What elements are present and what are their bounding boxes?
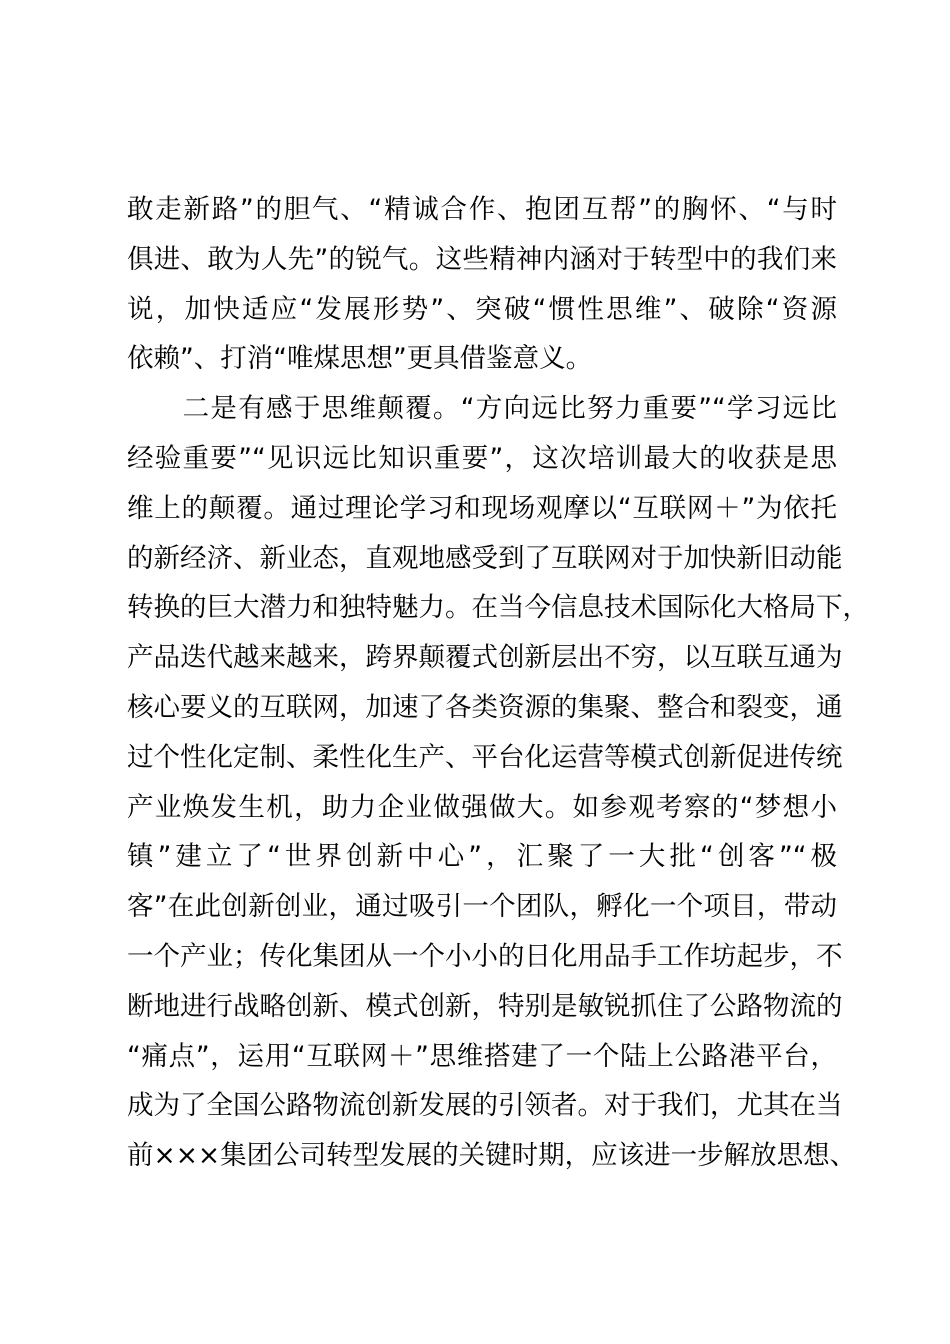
text-line-1: 敢走新路”的胆气、“精诚合作、抱团互帮”的胸怀、“与时 — [127, 194, 837, 225]
text-line-14: 镇”建立了“世界创新中心”，汇聚了一大批“创客”“极 — [127, 841, 837, 873]
text-line-4: 依赖”、打消“唯煤思想”更具借鉴意义。 — [127, 343, 593, 375]
text-line-12: 过个性化定制、柔性化生产、平台化运营等模式创新促进传统 — [127, 741, 843, 773]
text-line-18: “痛点”，运用“互联网＋”思维搭建了一个陆上公路港平台， — [127, 1040, 837, 1072]
text-line-16: 一个产业；传化集团从一个小小的日化用品手工作坊起步，不 — [127, 940, 843, 972]
text-line-15: 客”在此创新创业，通过吸引一个团队，孵化一个项目，带动 — [127, 891, 837, 923]
text-line-6: 经验重要”“见识远比知识重要”，这次培训最大的收获是思 — [127, 442, 837, 474]
text-line-10: 产品迭代越来越来，跨界颠覆式创新层出不穷，以互联互通为 — [127, 642, 843, 674]
text-line-2: 俱进、敢为人先”的锐气。这些精神内涵对于转型中的我们来 — [127, 243, 837, 275]
text-line-17: 断地进行战略创新、模式创新，特别是敏锐抓住了公路物流的 — [127, 990, 843, 1022]
text-line-20: 前×××集团公司转型发展的关键时期，应该进一步解放思想、 — [127, 1140, 857, 1172]
body-text — [127, 185, 869, 1181]
text-line-7: 维上的颠覆。通过理论学习和现场观摩以“互联网＋”为依托 — [127, 492, 837, 524]
text-line-9: 转换的巨大潜力和独特魅力。在当今信息技术国际化大格局下， — [127, 592, 869, 624]
text-line-13: 产业焕发生机，助力企业做强做大。如参观考察的“梦想小 — [127, 791, 837, 823]
text-line-19: 成为了全国公路物流创新发展的引领者。对于我们，尤其在当 — [127, 1090, 843, 1122]
text-line-5: 二是有感于思维颠覆。“方向远比努力重要”“学习远比 — [127, 393, 837, 425]
text-line-11: 核心要义的互联网，加速了各类资源的集聚、整合和裂变，通 — [127, 691, 843, 723]
text-line-3: 说，加快适应“发展形势”、突破“惯性思维”、破除“资源 — [127, 293, 837, 325]
text-line-8: 的新经济、新业态，直观地感受到了互联网对于加快新旧动能 — [127, 542, 843, 574]
